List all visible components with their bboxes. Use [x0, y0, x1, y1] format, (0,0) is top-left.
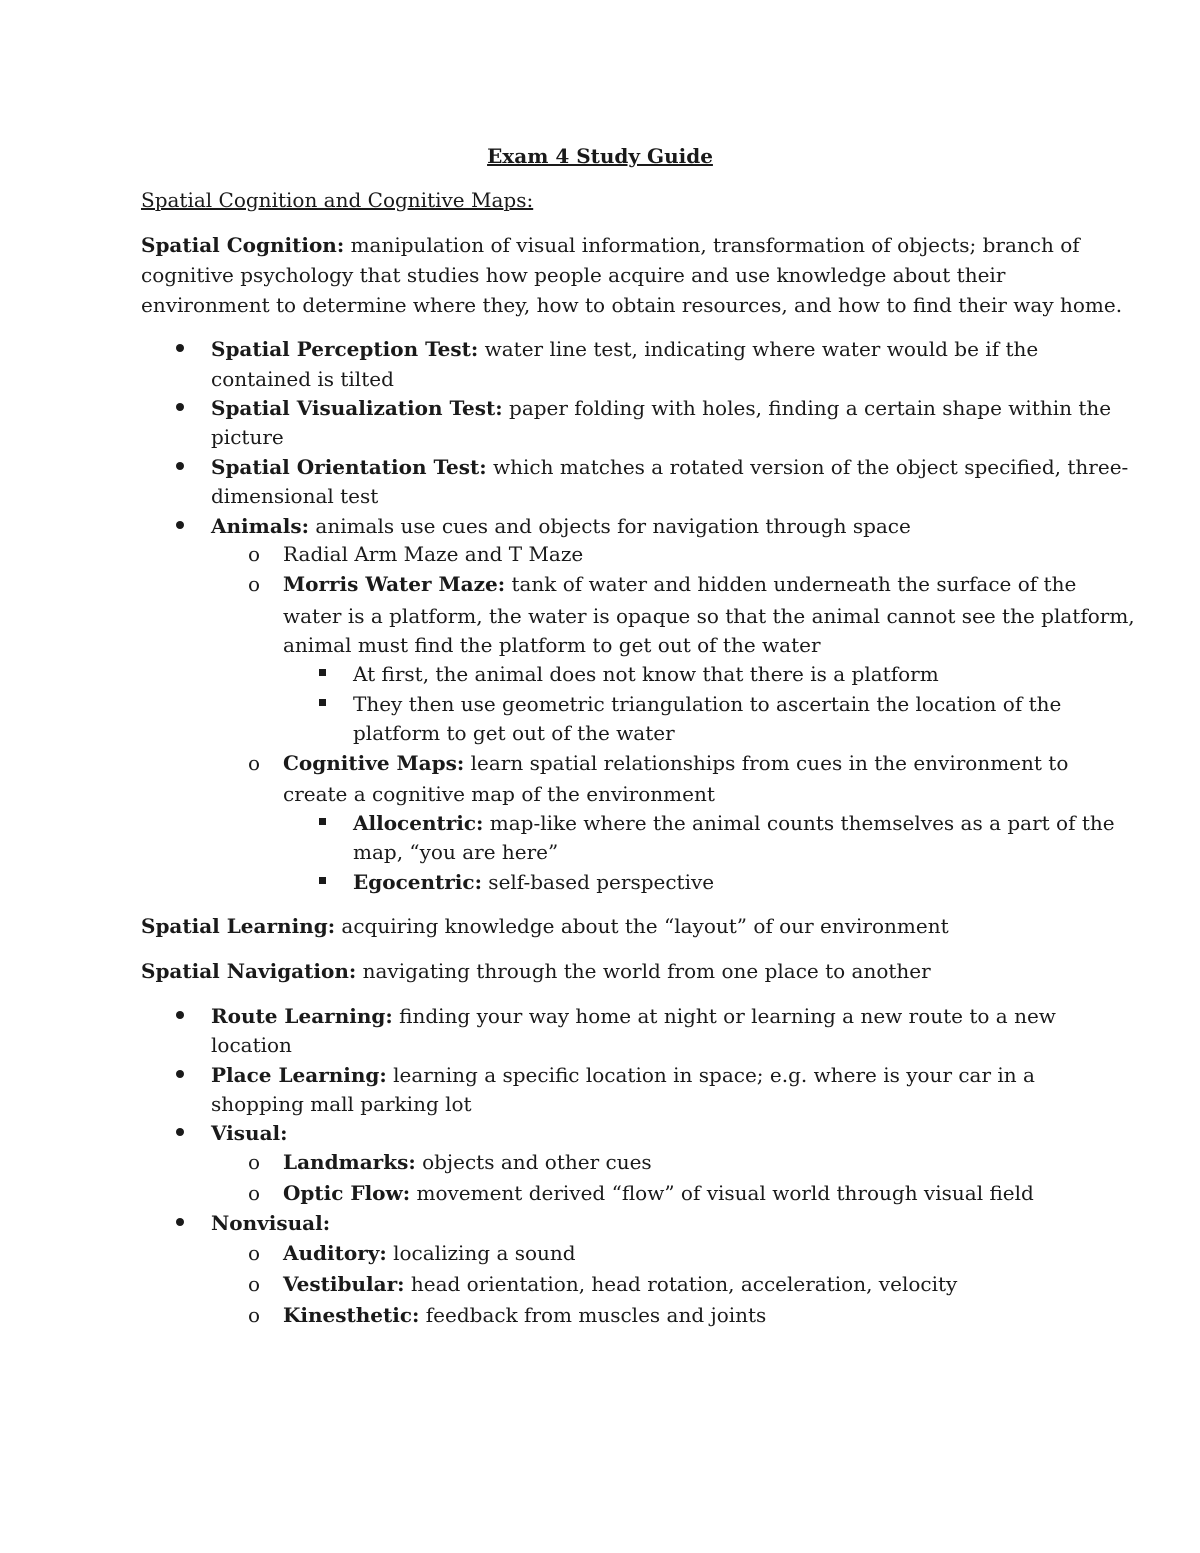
item-text: movement derived “flow” of visual world through visual field [410, 1181, 1034, 1205]
list-item-continuation: shopping mall parking lot [211, 1092, 472, 1116]
section-heading: Spatial Cognition and Cognitive Maps: [141, 188, 534, 212]
term-label: Animals: [211, 514, 310, 538]
list-item-continuation: water is a platform, the water is opaque so that the animal cannot see the platform, [283, 604, 1135, 628]
square-bullet-icon [319, 818, 326, 825]
bullet-icon [176, 1218, 184, 1226]
circle-bullet-icon: o [248, 572, 261, 596]
term-label: Optic Flow: [283, 1181, 411, 1205]
circle-bullet-icon: o [248, 1181, 261, 1205]
list-item [211, 452, 1128, 482]
list-item [211, 393, 1111, 423]
list-item [283, 1238, 576, 1268]
bullet-icon [176, 1011, 184, 1019]
item-text: tank of water and hidden underneath the surface of the [505, 572, 1077, 596]
item-text: feedback from muscles and joints [419, 1303, 767, 1327]
item-text: paper folding with holes, finding a certain shape within the [502, 396, 1112, 420]
list-item-continuation: platform to get out of the water [353, 721, 675, 745]
term-label: Spatial Learning: [141, 914, 336, 938]
term-label: Spatial Cognition: [141, 233, 345, 257]
item-text: learning a specific location in space; e.g. where is your car in a [386, 1063, 1035, 1087]
circle-bullet-icon: o [248, 1150, 261, 1174]
item-text: localizing a sound [386, 1241, 576, 1265]
definition-line [141, 956, 931, 986]
circle-bullet-icon: o [248, 1272, 261, 1296]
list-item [211, 511, 911, 541]
list-item-continuation: create a cognitive map of the environment [283, 782, 715, 806]
bullet-icon [176, 344, 184, 352]
item-text: head orientation, head rotation, acceleration, velocity [404, 1272, 958, 1296]
term-label: Nonvisual: [211, 1211, 331, 1235]
term-label: Allocentric: [353, 811, 484, 835]
list-item [283, 1300, 766, 1330]
term-label: Kinesthetic: [283, 1303, 420, 1327]
term-label: Morris Water Maze: [283, 572, 506, 596]
definition-line: cognitive psychology that studies how people acquire and use knowledge about their [141, 263, 1006, 287]
list-item [211, 334, 1038, 364]
list-item [283, 748, 1068, 778]
list-item [353, 867, 714, 897]
list-item-continuation: picture [211, 425, 284, 449]
list-item-continuation: location [211, 1033, 292, 1057]
item-text: water line test, indicating where water would be if the [478, 337, 1039, 361]
list-item [283, 1178, 1034, 1208]
term-label: Visual: [211, 1121, 288, 1145]
list-item-continuation: contained is tilted [211, 367, 394, 391]
item-text: map-like where the animal counts themselves as a part of the [483, 811, 1115, 835]
list-item: At first, the animal does not know that there is a platform [353, 662, 939, 686]
term-label: Spatial Perception Test: [211, 337, 479, 361]
definition-line: environment to determine where they, how to obtain resources, and how to find their way home. [141, 293, 1123, 317]
list-item: Radial Arm Maze and T Maze [283, 542, 584, 566]
list-item [283, 1269, 957, 1299]
bullet-icon [176, 1070, 184, 1078]
circle-bullet-icon: o [248, 542, 261, 566]
bullet-icon [176, 462, 184, 470]
list-item [283, 1147, 652, 1177]
circle-bullet-icon: o [248, 1303, 261, 1327]
list-item-continuation: dimensional test [211, 484, 379, 508]
circle-bullet-icon: o [248, 751, 261, 775]
term-label: Landmarks: [283, 1150, 416, 1174]
list-item [211, 1001, 1056, 1031]
page-title: Exam 4 Study Guide [487, 144, 713, 168]
definition-line [141, 230, 1080, 260]
definition-text: navigating through the world from one place to another [356, 959, 931, 983]
definition-line [141, 911, 949, 941]
term-label: Spatial Visualization Test: [211, 396, 503, 420]
list-item [283, 569, 1076, 599]
item-text: finding your way home at night or learning a new route to a new [392, 1004, 1056, 1028]
item-text: animals use cues and objects for navigation through space [309, 514, 911, 538]
list-item: They then use geometric triangulation to ascertain the location of the [353, 692, 1062, 716]
bullet-icon [176, 403, 184, 411]
bullet-icon [176, 1128, 184, 1136]
square-bullet-icon [319, 699, 326, 706]
definition-text: acquiring knowledge about the “layout” of our environment [335, 914, 949, 938]
square-bullet-icon [319, 669, 326, 676]
bullet-icon [176, 521, 184, 529]
term-label: Cognitive Maps: [283, 751, 465, 775]
term-label: Place Learning: [211, 1063, 387, 1087]
circle-bullet-icon: o [248, 1241, 261, 1265]
item-text: self-based perspective [481, 870, 715, 894]
list-item [211, 1118, 288, 1148]
list-item-continuation: animal must find the platform to get out of the water [283, 633, 821, 657]
term-label: Route Learning: [211, 1004, 393, 1028]
list-item [353, 808, 1115, 838]
item-text: which matches a rotated version of the object specified, three- [486, 455, 1129, 479]
item-text: learn spatial relationships from cues in the environment to [464, 751, 1069, 775]
item-text: objects and other cues [415, 1150, 652, 1174]
term-label: Egocentric: [353, 870, 482, 894]
term-label: Vestibular: [283, 1272, 405, 1296]
term-label: Spatial Orientation Test: [211, 455, 487, 479]
square-bullet-icon [319, 877, 326, 884]
list-item-continuation: map, “you are here” [353, 840, 559, 864]
definition-text: manipulation of visual information, transformation of objects; branch of [344, 233, 1080, 257]
list-item [211, 1060, 1035, 1090]
term-label: Spatial Navigation: [141, 959, 357, 983]
term-label: Auditory: [283, 1241, 387, 1265]
list-item [211, 1208, 330, 1238]
